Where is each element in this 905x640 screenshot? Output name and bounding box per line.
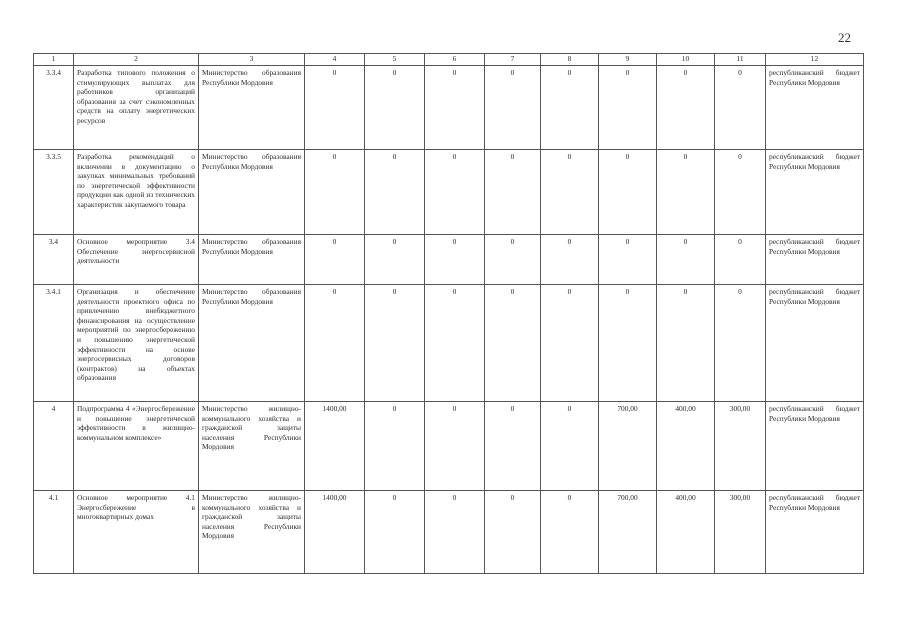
page-number: 22 <box>838 30 851 45</box>
column-number: 4 <box>305 54 365 66</box>
row-value: 0 <box>715 235 766 285</box>
table-row <box>34 66 864 150</box>
row-value: 0 <box>485 402 541 491</box>
row-executor: Министерство образования Республики Мордовия <box>199 285 305 402</box>
row-executor: Министерство образования Республики Мордовия <box>199 150 305 235</box>
row-value: 1400,00 <box>305 491 365 574</box>
row-value: 0 <box>365 402 425 491</box>
row-source: республиканский бюджет Республики Мордовия <box>766 150 864 235</box>
row-value: 0 <box>365 150 425 235</box>
row-value: 300,00 <box>715 402 766 491</box>
row-value: 0 <box>305 66 365 150</box>
row-executor: Министерство жилищно-коммунального хозяйства и гражданской защиты населения Республики Мордовия <box>199 491 305 574</box>
row-value: 0 <box>365 285 425 402</box>
row-name: Подпрограмма 4 «Энергосбережение и повышение энергетической эффективности в жилищно-коммунальном комплексе» <box>74 402 199 491</box>
row-value: 0 <box>599 235 657 285</box>
row-value: 400,00 <box>657 491 715 574</box>
row-number: 3.3.5 <box>34 150 74 235</box>
row-value: 0 <box>657 66 715 150</box>
row-value: 700,00 <box>599 491 657 574</box>
table-row <box>34 402 864 491</box>
column-number: 8 <box>541 54 599 66</box>
table-row <box>34 285 864 402</box>
row-value: 0 <box>365 491 425 574</box>
row-value: 0 <box>599 66 657 150</box>
row-value: 0 <box>541 402 599 491</box>
row-source: республиканский бюджет Республики Мордовия <box>766 491 864 574</box>
row-value: 1400,00 <box>305 402 365 491</box>
row-name: Основное мероприятие 3.4 Обеспечение энергосервисной деятельности <box>74 235 199 285</box>
row-value: 0 <box>305 235 365 285</box>
row-value: 0 <box>305 150 365 235</box>
row-value: 0 <box>715 66 766 150</box>
row-number: 3.3.4 <box>34 66 74 150</box>
column-number: 1 <box>34 54 74 66</box>
row-value: 0 <box>541 285 599 402</box>
row-value: 0 <box>599 150 657 235</box>
column-number: 11 <box>715 54 766 66</box>
row-value: 0 <box>541 491 599 574</box>
row-source: республиканский бюджет Республики Мордовия <box>766 285 864 402</box>
row-source: республиканский бюджет Республики Мордовия <box>766 235 864 285</box>
row-executor: Министерство образования Республики Мордовия <box>199 235 305 285</box>
row-value: 0 <box>715 285 766 402</box>
row-name: Организация и обеспечение деятельности проектного офиса по привлечению внебюджетного финансирования на осуществление мероприятий по энергосбережению и повышению энергетической эффективности на основе энергосервисных договоров (контрактов) на объектах образования <box>74 285 199 402</box>
row-name: Разработка типового положения о стимулирующих выплатах для работников организаций образования за счет сэкономленных средств на оплату энергетических ресурсов <box>74 66 199 150</box>
column-number: 6 <box>425 54 485 66</box>
table-row <box>34 150 864 235</box>
column-number-row <box>34 54 864 66</box>
row-executor: Министерство жилищно-коммунального хозяйства и гражданской защиты населения Республики Мордовия <box>199 402 305 491</box>
row-name: Разработка рекомендаций о включении в документацию о закупках минимальных требований по энергетической эффективности продукции как одной из технических характеристик закупаемого товара <box>74 150 199 235</box>
row-value: 0 <box>425 402 485 491</box>
row-executor: Министерство образования Республики Мордовия <box>199 66 305 150</box>
row-source: республиканский бюджет Республики Мордовия <box>766 402 864 491</box>
row-value: 0 <box>485 235 541 285</box>
row-value: 0 <box>657 285 715 402</box>
row-value: 0 <box>365 66 425 150</box>
row-value: 0 <box>541 66 599 150</box>
column-number: 7 <box>485 54 541 66</box>
row-value: 0 <box>657 235 715 285</box>
row-number: 4.1 <box>34 491 74 574</box>
row-number: 3.4 <box>34 235 74 285</box>
row-value: 0 <box>599 285 657 402</box>
row-value: 0 <box>541 150 599 235</box>
row-number: 4 <box>34 402 74 491</box>
table-row <box>34 235 864 285</box>
row-value: 700,00 <box>599 402 657 491</box>
row-value: 0 <box>485 491 541 574</box>
row-value: 300,00 <box>715 491 766 574</box>
column-number: 10 <box>657 54 715 66</box>
row-value: 0 <box>657 150 715 235</box>
row-value: 0 <box>485 66 541 150</box>
column-number: 12 <box>766 54 864 66</box>
row-value: 0 <box>541 235 599 285</box>
row-value: 0 <box>425 150 485 235</box>
row-value: 0 <box>485 285 541 402</box>
column-number: 9 <box>599 54 657 66</box>
row-name: Основное мероприятие 4.1 Энергосбережение в многоквартирных домах <box>74 491 199 574</box>
row-value: 0 <box>365 235 425 285</box>
row-value: 0 <box>425 235 485 285</box>
row-value: 0 <box>485 150 541 235</box>
table-row <box>34 491 864 574</box>
row-number: 3.4.1 <box>34 285 74 402</box>
row-value: 0 <box>425 66 485 150</box>
row-value: 0 <box>425 285 485 402</box>
column-number: 5 <box>365 54 425 66</box>
row-value: 0 <box>715 150 766 235</box>
column-number: 2 <box>74 54 199 66</box>
row-value: 400,00 <box>657 402 715 491</box>
row-value: 0 <box>305 285 365 402</box>
column-number: 3 <box>199 54 305 66</box>
row-source: республиканский бюджет Республики Мордовия <box>766 66 864 150</box>
row-value: 0 <box>425 491 485 574</box>
program-table <box>33 53 864 574</box>
